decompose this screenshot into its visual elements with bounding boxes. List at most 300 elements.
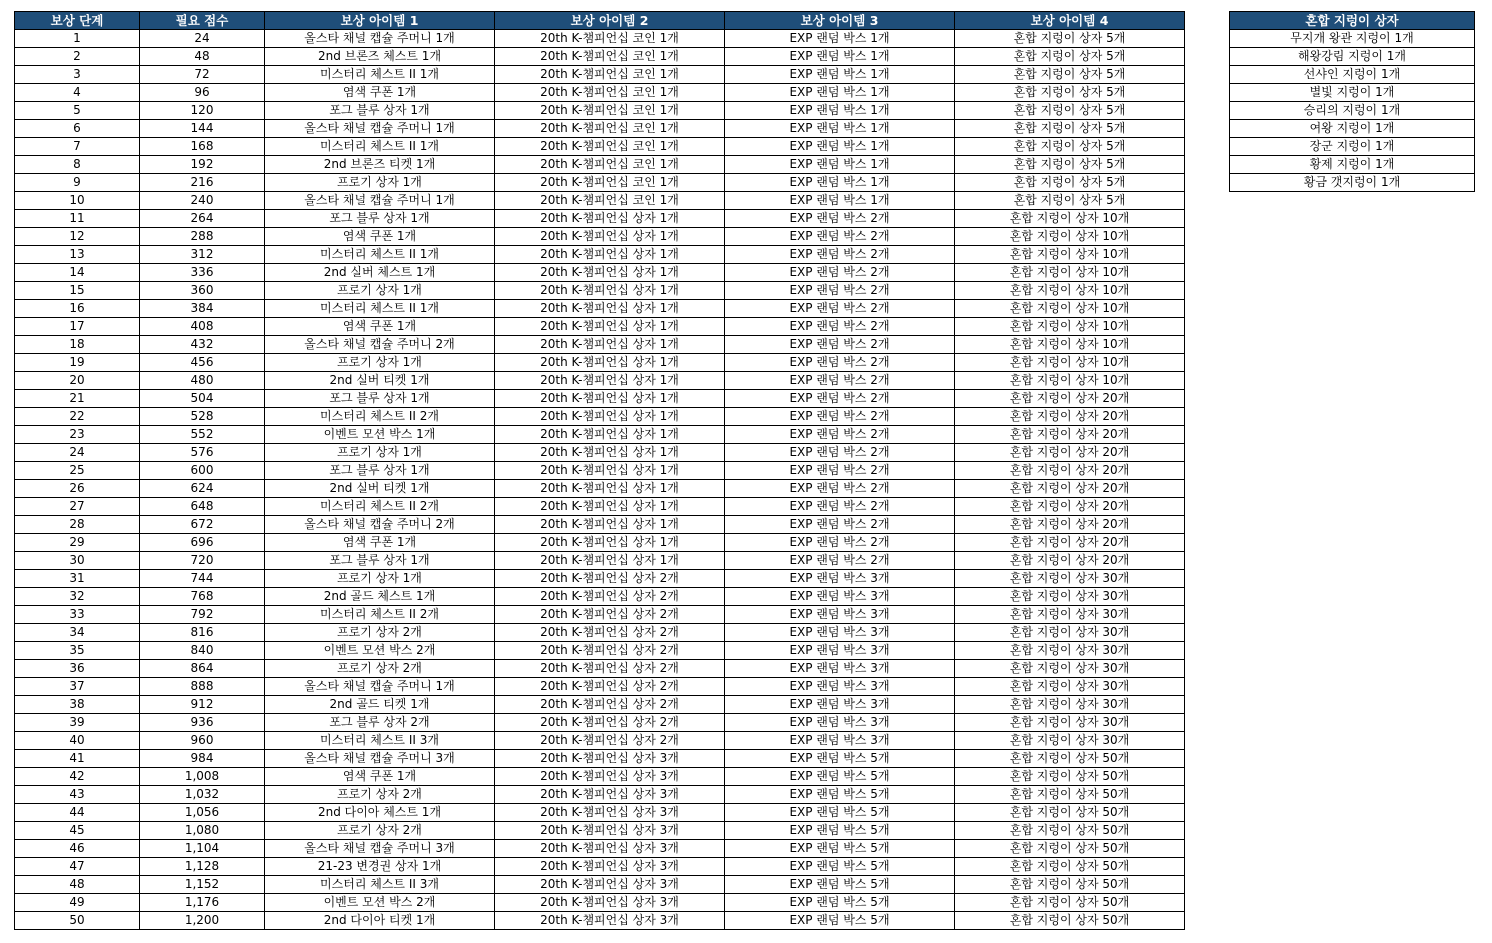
cell-reward-item-3: EXP 랜덤 박스 5개 [725,786,955,804]
cell-reward-item-4: 혼합 지렁이 상자 30개 [955,606,1185,624]
cell-required-score: 1,152 [140,876,265,894]
cell-required-score: 1,128 [140,858,265,876]
list-item [1230,102,1475,120]
table-row [15,606,1185,624]
cell-reward-stage: 11 [15,210,140,228]
cell-reward-stage: 3 [15,66,140,84]
cell-reward-stage: 20 [15,372,140,390]
list-item [1230,156,1475,174]
header-required-score: 필요 점수 [140,12,265,30]
table-row [15,66,1185,84]
cell-required-score: 120 [140,102,265,120]
cell-reward-item-2: 20th K-챔피언십 상자 3개 [495,912,725,930]
cell-required-score: 840 [140,642,265,660]
cell-reward-item-4: 혼합 지렁이 상자 5개 [955,84,1185,102]
cell-reward-item-3: EXP 랜덤 박스 1개 [725,174,955,192]
cell-reward-item-1: 2nd 실버 티켓 1개 [265,480,495,498]
cell-reward-item-4: 혼합 지렁이 상자 30개 [955,732,1185,750]
cell-reward-item-4: 혼합 지렁이 상자 5개 [955,30,1185,48]
cell-reward-item-2: 20th K-챔피언십 상자 3개 [495,894,725,912]
cell-reward-item-2: 20th K-챔피언십 상자 1개 [495,534,725,552]
table-row [15,444,1185,462]
cell-reward-item-1: 이벤트 모션 박스 2개 [265,894,495,912]
table-row [15,678,1185,696]
side-table-header-row [1230,12,1475,30]
cell-reward-item-4: 혼합 지렁이 상자 10개 [955,210,1185,228]
table-row [15,282,1185,300]
cell-reward-item-3: EXP 랜덤 박스 2개 [725,210,955,228]
cell-reward-item-4: 혼합 지렁이 상자 50개 [955,894,1185,912]
cell-reward-stage: 46 [15,840,140,858]
cell-reward-stage: 38 [15,696,140,714]
worm-item-cell: 여왕 지렁이 1개 [1230,120,1475,138]
cell-required-score: 1,080 [140,822,265,840]
table-row [15,300,1185,318]
cell-reward-item-4: 혼합 지렁이 상자 5개 [955,48,1185,66]
cell-reward-item-3: EXP 랜덤 박스 1개 [725,48,955,66]
cell-reward-item-3: EXP 랜덤 박스 3개 [725,624,955,642]
cell-reward-item-2: 20th K-챔피언십 상자 3개 [495,768,725,786]
cell-reward-item-1: 프로기 상자 1개 [265,570,495,588]
cell-reward-item-1: 미스터리 체스트 II 1개 [265,246,495,264]
cell-required-score: 1,104 [140,840,265,858]
cell-reward-item-1: 미스터리 체스트 II 1개 [265,66,495,84]
cell-reward-item-1: 염색 쿠폰 1개 [265,534,495,552]
table-row [15,84,1185,102]
cell-reward-item-4: 혼합 지렁이 상자 5개 [955,138,1185,156]
table-row [15,696,1185,714]
cell-required-score: 1,176 [140,894,265,912]
cell-reward-item-1: 프로기 상자 2개 [265,786,495,804]
cell-reward-stage: 39 [15,714,140,732]
header-reward-stage: 보상 단계 [15,12,140,30]
cell-reward-item-4: 혼합 지렁이 상자 5개 [955,192,1185,210]
list-item [1230,48,1475,66]
cell-required-score: 1,200 [140,912,265,930]
cell-reward-item-2: 20th K-챔피언십 상자 2개 [495,570,725,588]
table-row [15,372,1185,390]
cell-required-score: 888 [140,678,265,696]
table-row [15,840,1185,858]
cell-reward-item-2: 20th K-챔피언십 상자 3개 [495,822,725,840]
table-row [15,624,1185,642]
cell-reward-item-4: 혼합 지렁이 상자 5개 [955,66,1185,84]
cell-reward-item-3: EXP 랜덤 박스 5개 [725,840,955,858]
table-row [15,156,1185,174]
cell-reward-stage: 35 [15,642,140,660]
table-row [15,822,1185,840]
cell-required-score: 936 [140,714,265,732]
cell-reward-item-4: 혼합 지렁이 상자 10개 [955,228,1185,246]
cell-reward-item-3: EXP 랜덤 박스 1개 [725,192,955,210]
table-row [15,534,1185,552]
cell-reward-item-1: 미스터리 체스트 II 2개 [265,498,495,516]
cell-reward-item-1: 2nd 다이아 체스트 1개 [265,804,495,822]
cell-reward-item-3: EXP 랜덤 박스 5개 [725,768,955,786]
cell-reward-item-4: 혼합 지렁이 상자 50개 [955,840,1185,858]
cell-reward-item-1: 21-23 변경권 상자 1개 [265,858,495,876]
cell-reward-item-3: EXP 랜덤 박스 5개 [725,894,955,912]
cell-reward-item-4: 혼합 지렁이 상자 30개 [955,624,1185,642]
cell-reward-item-4: 혼합 지렁이 상자 10개 [955,354,1185,372]
cell-reward-item-1: 포그 블루 상자 1개 [265,102,495,120]
cell-required-score: 24 [140,30,265,48]
table-row [15,120,1185,138]
cell-reward-item-2: 20th K-챔피언십 상자 2개 [495,696,725,714]
table-row [15,786,1185,804]
table-row [15,462,1185,480]
cell-reward-stage: 41 [15,750,140,768]
cell-reward-item-4: 혼합 지렁이 상자 20개 [955,480,1185,498]
cell-reward-item-3: EXP 랜덤 박스 2개 [725,534,955,552]
cell-required-score: 672 [140,516,265,534]
cell-reward-item-4: 혼합 지렁이 상자 50개 [955,822,1185,840]
cell-reward-item-4: 혼합 지렁이 상자 20개 [955,498,1185,516]
cell-required-score: 552 [140,426,265,444]
cell-reward-stage: 25 [15,462,140,480]
cell-reward-item-2: 20th K-챔피언십 상자 2개 [495,660,725,678]
cell-reward-item-2: 20th K-챔피언십 상자 1개 [495,480,725,498]
table-row [15,660,1185,678]
cell-reward-item-4: 혼합 지렁이 상자 20개 [955,390,1185,408]
table-row [15,102,1185,120]
cell-reward-item-3: EXP 랜덤 박스 1개 [725,120,955,138]
table-row [15,192,1185,210]
cell-reward-item-2: 20th K-챔피언십 상자 1개 [495,426,725,444]
cell-reward-item-3: EXP 랜덤 박스 2개 [725,228,955,246]
cell-reward-stage: 50 [15,912,140,930]
cell-reward-stage: 30 [15,552,140,570]
cell-reward-item-3: EXP 랜덤 박스 5개 [725,804,955,822]
cell-reward-item-1: 프로기 상자 2개 [265,660,495,678]
cell-reward-stage: 15 [15,282,140,300]
cell-reward-item-4: 혼합 지렁이 상자 5개 [955,174,1185,192]
table-row [15,732,1185,750]
cell-reward-item-1: 2nd 골드 티켓 1개 [265,696,495,714]
cell-required-score: 480 [140,372,265,390]
cell-reward-item-3: EXP 랜덤 박스 1개 [725,84,955,102]
cell-reward-item-2: 20th K-챔피언십 상자 1개 [495,462,725,480]
cell-reward-item-2: 20th K-챔피언십 코인 1개 [495,174,725,192]
cell-reward-item-1: 올스타 채널 캡슐 주머니 1개 [265,678,495,696]
cell-reward-item-1: 올스타 채널 캡슐 주머니 1개 [265,192,495,210]
cell-required-score: 336 [140,264,265,282]
cell-required-score: 288 [140,228,265,246]
cell-reward-item-1: 미스터리 체스트 II 2개 [265,408,495,426]
cell-required-score: 744 [140,570,265,588]
cell-reward-item-3: EXP 랜덤 박스 2개 [725,390,955,408]
cell-reward-item-2: 20th K-챔피언십 상자 1개 [495,300,725,318]
cell-reward-stage: 2 [15,48,140,66]
cell-required-score: 96 [140,84,265,102]
cell-reward-item-1: 프로기 상자 1개 [265,174,495,192]
table-row [15,804,1185,822]
cell-required-score: 360 [140,282,265,300]
cell-reward-item-2: 20th K-챔피언십 상자 1개 [495,444,725,462]
cell-reward-item-3: EXP 랜덤 박스 3개 [725,696,955,714]
header-reward-item-4: 보상 아이템 4 [955,12,1185,30]
cell-reward-stage: 44 [15,804,140,822]
cell-reward-item-1: 미스터리 체스트 II 3개 [265,876,495,894]
cell-reward-item-2: 20th K-챔피언십 상자 3개 [495,840,725,858]
cell-reward-stage: 27 [15,498,140,516]
cell-reward-item-1: 염색 쿠폰 1개 [265,318,495,336]
cell-reward-item-4: 혼합 지렁이 상자 20개 [955,408,1185,426]
cell-reward-item-4: 혼합 지렁이 상자 50개 [955,786,1185,804]
cell-reward-item-4: 혼합 지렁이 상자 30개 [955,660,1185,678]
cell-reward-item-3: EXP 랜덤 박스 1개 [725,138,955,156]
cell-reward-item-4: 혼합 지렁이 상자 20개 [955,426,1185,444]
cell-reward-item-4: 혼합 지렁이 상자 20개 [955,462,1185,480]
cell-reward-item-4: 혼합 지렁이 상자 10개 [955,282,1185,300]
cell-reward-item-3: EXP 랜덤 박스 5개 [725,822,955,840]
table-row [15,210,1185,228]
cell-reward-item-2: 20th K-챔피언십 상자 1개 [495,498,725,516]
cell-reward-stage: 43 [15,786,140,804]
list-item [1230,174,1475,192]
cell-required-score: 528 [140,408,265,426]
cell-required-score: 696 [140,534,265,552]
cell-reward-stage: 24 [15,444,140,462]
cell-required-score: 984 [140,750,265,768]
table-row [15,174,1185,192]
cell-reward-item-3: EXP 랜덤 박스 3개 [725,570,955,588]
cell-reward-item-1: 포그 블루 상자 1개 [265,390,495,408]
table-row [15,858,1185,876]
cell-reward-item-3: EXP 랜덤 박스 5개 [725,750,955,768]
cell-reward-item-3: EXP 랜덤 박스 1개 [725,102,955,120]
cell-reward-stage: 49 [15,894,140,912]
cell-reward-item-1: 이벤트 모션 박스 1개 [265,426,495,444]
cell-reward-stage: 1 [15,30,140,48]
cell-reward-item-2: 20th K-챔피언십 상자 3개 [495,786,725,804]
cell-reward-item-1: 염색 쿠폰 1개 [265,228,495,246]
cell-reward-item-1: 올스타 채널 캡슐 주머니 1개 [265,30,495,48]
cell-reward-stage: 42 [15,768,140,786]
cell-reward-item-4: 혼합 지렁이 상자 50개 [955,876,1185,894]
cell-reward-item-4: 혼합 지렁이 상자 10개 [955,300,1185,318]
cell-reward-item-1: 올스타 채널 캡슐 주머니 3개 [265,750,495,768]
table-row [15,912,1185,930]
worm-item-cell: 별빛 지렁이 1개 [1230,84,1475,102]
cell-reward-stage: 26 [15,480,140,498]
cell-reward-item-3: EXP 랜덤 박스 1개 [725,156,955,174]
table-row [15,336,1185,354]
table-row [15,390,1185,408]
table-row [15,642,1185,660]
cell-reward-item-3: EXP 랜덤 박스 2개 [725,336,955,354]
list-item [1230,66,1475,84]
cell-reward-item-4: 혼합 지렁이 상자 10개 [955,246,1185,264]
cell-reward-item-3: EXP 랜덤 박스 3개 [725,606,955,624]
cell-reward-item-4: 혼합 지렁이 상자 50개 [955,858,1185,876]
cell-reward-stage: 12 [15,228,140,246]
cell-required-score: 240 [140,192,265,210]
cell-required-score: 192 [140,156,265,174]
cell-reward-item-4: 혼합 지렁이 상자 50개 [955,768,1185,786]
cell-reward-stage: 8 [15,156,140,174]
cell-required-score: 504 [140,390,265,408]
cell-reward-item-4: 혼합 지렁이 상자 20개 [955,444,1185,462]
cell-reward-item-2: 20th K-챔피언십 코인 1개 [495,156,725,174]
cell-required-score: 1,032 [140,786,265,804]
header-reward-item-1: 보상 아이템 1 [265,12,495,30]
cell-reward-item-3: EXP 랜덤 박스 3개 [725,678,955,696]
cell-reward-stage: 29 [15,534,140,552]
cell-reward-item-4: 혼합 지렁이 상자 50개 [955,804,1185,822]
table-row [15,894,1185,912]
cell-reward-stage: 23 [15,426,140,444]
cell-reward-item-2: 20th K-챔피언십 상자 1개 [495,372,725,390]
cell-reward-item-2: 20th K-챔피언십 상자 1개 [495,516,725,534]
cell-reward-item-3: EXP 랜덤 박스 2개 [725,444,955,462]
header-reward-item-2: 보상 아이템 2 [495,12,725,30]
worm-item-cell: 해왕강림 지렁이 1개 [1230,48,1475,66]
cell-reward-item-3: EXP 랜덤 박스 5개 [725,912,955,930]
cell-required-score: 576 [140,444,265,462]
cell-reward-item-2: 20th K-챔피언십 코인 1개 [495,48,725,66]
cell-required-score: 624 [140,480,265,498]
table-row [15,480,1185,498]
cell-reward-item-3: EXP 랜덤 박스 2개 [725,246,955,264]
cell-reward-item-4: 혼합 지렁이 상자 30개 [955,696,1185,714]
cell-reward-stage: 7 [15,138,140,156]
table-row [15,426,1185,444]
table-row [15,498,1185,516]
cell-reward-item-3: EXP 랜덤 박스 1개 [725,66,955,84]
cell-reward-item-3: EXP 랜덤 박스 3개 [725,660,955,678]
cell-reward-item-2: 20th K-챔피언십 코인 1개 [495,120,725,138]
cell-reward-stage: 17 [15,318,140,336]
table-row [15,318,1185,336]
worm-item-cell: 선샤인 지렁이 1개 [1230,66,1475,84]
cell-reward-stage: 28 [15,516,140,534]
cell-reward-item-3: EXP 랜덤 박스 2개 [725,354,955,372]
cell-required-score: 48 [140,48,265,66]
table-row [15,138,1185,156]
cell-reward-item-1: 미스터리 체스트 II 2개 [265,606,495,624]
cell-reward-item-3: EXP 랜덤 박스 3개 [725,588,955,606]
worm-item-cell: 황제 지렁이 1개 [1230,156,1475,174]
cell-reward-item-3: EXP 랜덤 박스 2개 [725,498,955,516]
cell-reward-item-1: 올스타 채널 캡슐 주머니 3개 [265,840,495,858]
list-item [1230,138,1475,156]
table-row [15,588,1185,606]
list-item [1230,30,1475,48]
cell-reward-stage: 9 [15,174,140,192]
cell-reward-item-2: 20th K-챔피언십 상자 2개 [495,606,725,624]
header-mixed-worm-box: 혼합 지렁이 상자 [1230,12,1475,30]
cell-reward-item-3: EXP 랜덤 박스 2개 [725,264,955,282]
cell-reward-item-1: 프로기 상자 1개 [265,444,495,462]
cell-reward-item-2: 20th K-챔피언십 상자 1개 [495,336,725,354]
cell-reward-stage: 36 [15,660,140,678]
table-row [15,750,1185,768]
cell-reward-item-2: 20th K-챔피언십 상자 1개 [495,390,725,408]
cell-reward-item-3: EXP 랜덤 박스 2개 [725,318,955,336]
cell-required-score: 456 [140,354,265,372]
cell-reward-item-2: 20th K-챔피언십 상자 1개 [495,318,725,336]
cell-reward-stage: 31 [15,570,140,588]
cell-reward-item-4: 혼합 지렁이 상자 10개 [955,336,1185,354]
cell-required-score: 312 [140,246,265,264]
cell-reward-item-2: 20th K-챔피언십 상자 2개 [495,732,725,750]
cell-reward-item-3: EXP 랜덤 박스 5개 [725,876,955,894]
list-item [1230,84,1475,102]
cell-required-score: 768 [140,588,265,606]
cell-reward-item-1: 프로기 상자 2개 [265,624,495,642]
cell-reward-item-1: 2nd 브론즈 티켓 1개 [265,156,495,174]
cell-reward-item-3: EXP 랜덤 박스 3개 [725,714,955,732]
worm-item-cell: 장군 지렁이 1개 [1230,138,1475,156]
cell-reward-stage: 47 [15,858,140,876]
cell-reward-stage: 21 [15,390,140,408]
cell-reward-item-2: 20th K-챔피언십 상자 3개 [495,876,725,894]
cell-reward-item-2: 20th K-챔피언십 상자 2개 [495,714,725,732]
cell-reward-item-1: 2nd 실버 체스트 1개 [265,264,495,282]
cell-required-score: 72 [140,66,265,84]
cell-reward-item-3: EXP 랜덤 박스 2개 [725,372,955,390]
cell-reward-stage: 19 [15,354,140,372]
cell-reward-item-2: 20th K-챔피언십 상자 2개 [495,588,725,606]
cell-reward-item-1: 올스타 채널 캡슐 주머니 1개 [265,120,495,138]
cell-reward-item-1: 프로기 상자 1개 [265,354,495,372]
cell-reward-item-2: 20th K-챔피언십 상자 3개 [495,804,725,822]
cell-required-score: 168 [140,138,265,156]
cell-reward-item-2: 20th K-챔피언십 상자 3개 [495,858,725,876]
cell-reward-stage: 18 [15,336,140,354]
cell-reward-item-2: 20th K-챔피언십 코인 1개 [495,192,725,210]
cell-required-score: 216 [140,174,265,192]
cell-reward-item-2: 20th K-챔피언십 상자 1개 [495,210,725,228]
cell-reward-item-2: 20th K-챔피언십 상자 1개 [495,246,725,264]
cell-required-score: 600 [140,462,265,480]
cell-reward-item-3: EXP 랜덤 박스 5개 [725,858,955,876]
mixed-worm-box-table [1229,11,1475,192]
table-row [15,714,1185,732]
cell-reward-item-3: EXP 랜덤 박스 2개 [725,282,955,300]
reward-table [14,11,1185,930]
cell-reward-stage: 48 [15,876,140,894]
worm-item-cell: 황금 갯지렁이 1개 [1230,174,1475,192]
cell-reward-item-4: 혼합 지렁이 상자 5개 [955,102,1185,120]
cell-reward-item-4: 혼합 지렁이 상자 30개 [955,678,1185,696]
cell-reward-item-4: 혼합 지렁이 상자 30개 [955,642,1185,660]
table-row [15,354,1185,372]
cell-reward-item-1: 2nd 다이아 티켓 1개 [265,912,495,930]
cell-reward-stage: 13 [15,246,140,264]
cell-reward-item-3: EXP 랜덤 박스 2개 [725,552,955,570]
cell-reward-item-3: EXP 랜덤 박스 2개 [725,516,955,534]
cell-reward-item-4: 혼합 지렁이 상자 10개 [955,372,1185,390]
cell-reward-item-4: 혼합 지렁이 상자 10개 [955,264,1185,282]
table-row [15,246,1185,264]
worm-item-cell: 승리의 지렁이 1개 [1230,102,1475,120]
cell-reward-item-2: 20th K-챔피언십 상자 1개 [495,282,725,300]
cell-required-score: 792 [140,606,265,624]
cell-reward-stage: 22 [15,408,140,426]
cell-reward-item-4: 혼합 지렁이 상자 10개 [955,318,1185,336]
table-header-row [15,12,1185,30]
cell-reward-item-1: 포그 블루 상자 1개 [265,462,495,480]
table-row [15,552,1185,570]
cell-required-score: 408 [140,318,265,336]
cell-reward-item-4: 혼합 지렁이 상자 20개 [955,534,1185,552]
cell-reward-item-2: 20th K-챔피언십 상자 1개 [495,552,725,570]
cell-reward-item-4: 혼합 지렁이 상자 5개 [955,156,1185,174]
cell-reward-item-4: 혼합 지렁이 상자 30개 [955,570,1185,588]
cell-reward-item-2: 20th K-챔피언십 상자 3개 [495,750,725,768]
